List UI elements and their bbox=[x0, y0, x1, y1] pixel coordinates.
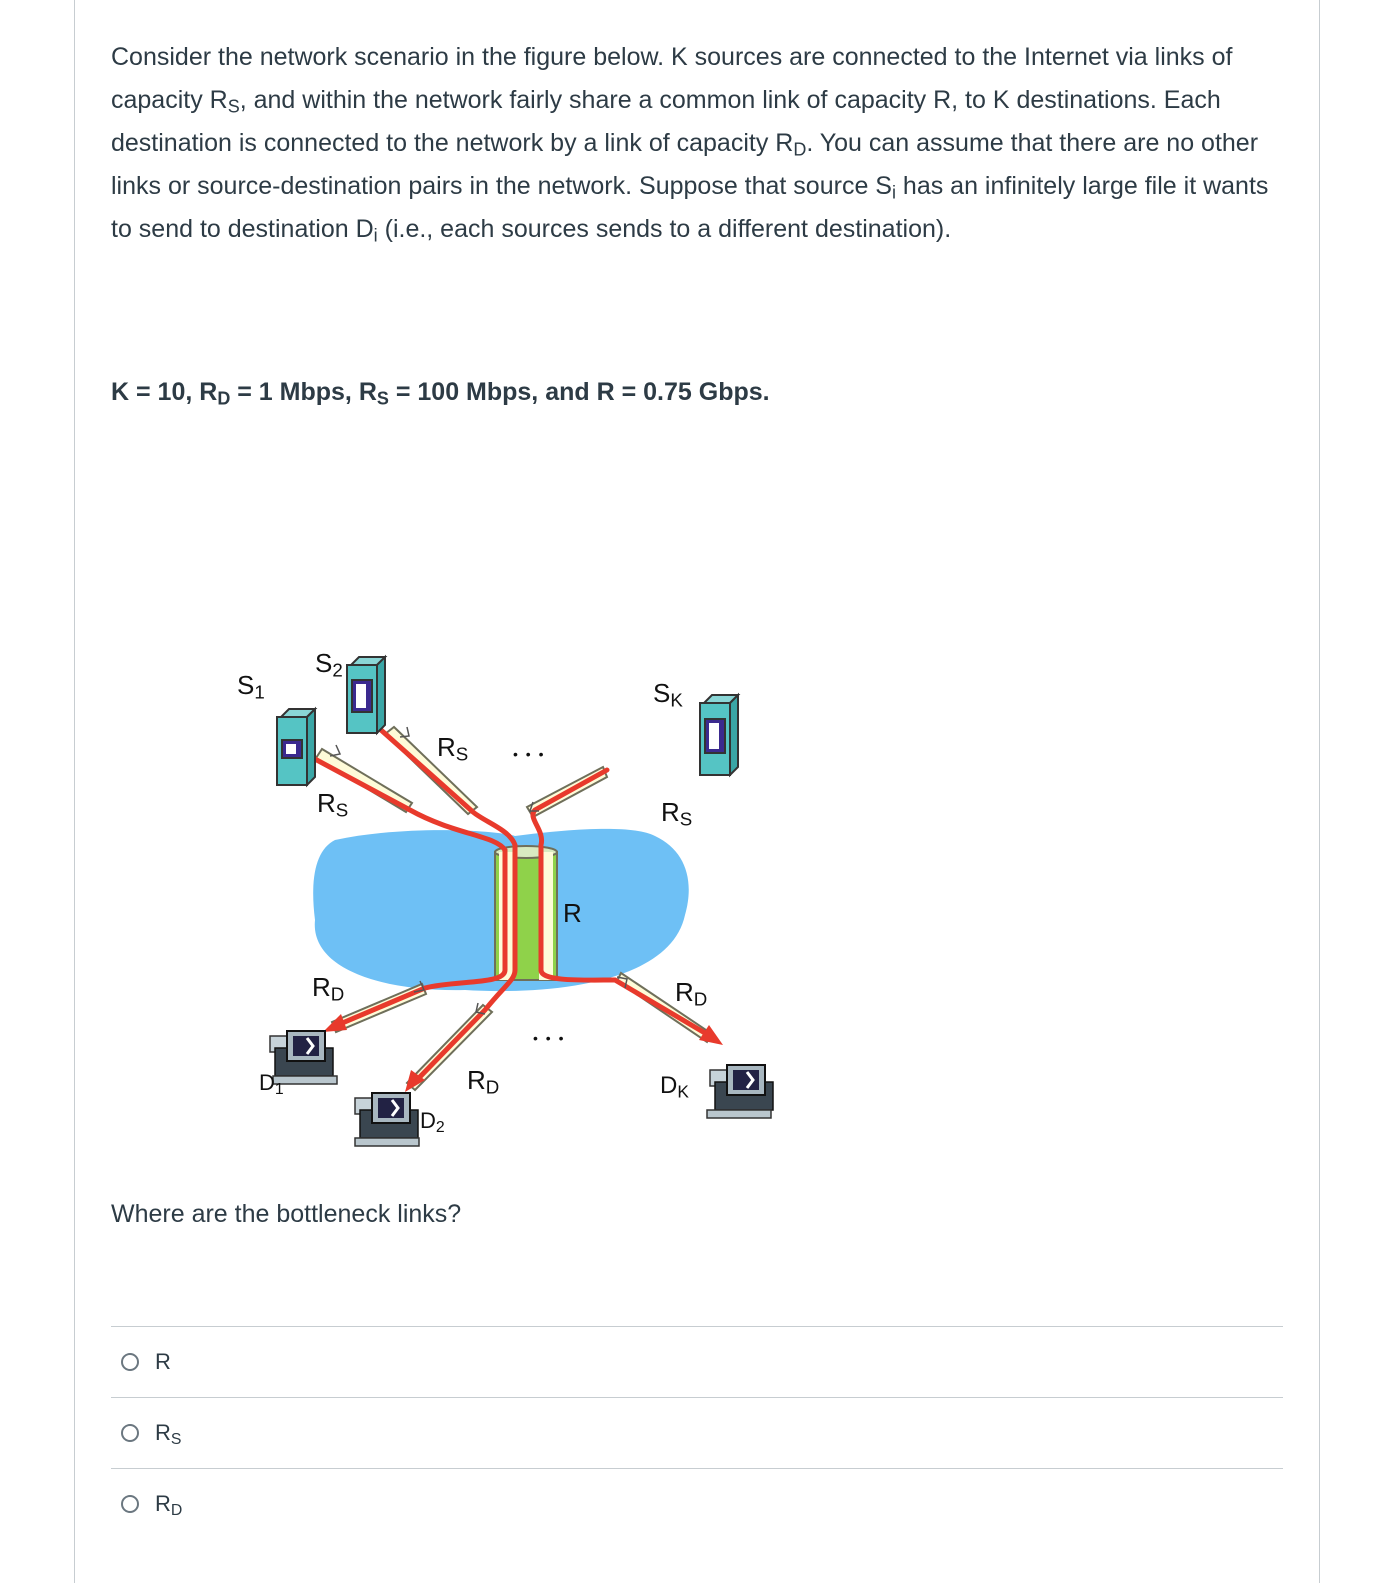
label-rs-s1: $R_S$ bbox=[317, 788, 349, 821]
server-s1 bbox=[277, 709, 315, 785]
radio-button[interactable] bbox=[121, 1353, 139, 1371]
question-text: Consider the network scenario in the figure below. K sources are connected to the Internet via links of capacity $R_S$, and within the network fairly share a common link of capacity R, to K destinations. Each destination is connected to the network by a link of capacity $R_D$. You can assume that there are no other links or source-destination pairs in the network. Suppose that source $S_i$ has an infinitely large file it wants to send to destination $D_i$ (i.e., each sources sends to a different destination). bbox=[111, 43, 1269, 246]
radio-button[interactable] bbox=[121, 1424, 139, 1442]
sources-ellipsis: • • • bbox=[513, 746, 546, 762]
prompt-text: Where are the bottleneck links? bbox=[111, 1200, 462, 1228]
answer-list bbox=[111, 1326, 1283, 1539]
question-card bbox=[74, 0, 1320, 1583]
computer-dk bbox=[707, 1065, 773, 1118]
server-s2 bbox=[347, 657, 385, 733]
label-sk: $S_K$ bbox=[653, 678, 683, 711]
answer-option-rs[interactable] bbox=[111, 1397, 1283, 1468]
answer-label: $R_D$ bbox=[155, 1491, 183, 1519]
network-diagram bbox=[215, 640, 815, 1180]
label-rd-d1: $R_D$ bbox=[312, 972, 345, 1005]
answer-option-r[interactable] bbox=[111, 1326, 1283, 1397]
label-rd-d2: $R_D$ bbox=[467, 1065, 500, 1098]
radio-button[interactable] bbox=[121, 1495, 139, 1513]
network-diagram-graphic bbox=[215, 640, 815, 1180]
parameters-line: K = 10, $R_D = 1$ Mbps, $R_S = 100$ Mbps, and R = 0.75 Gbps. bbox=[111, 378, 770, 409]
answer-label: $R_S$ bbox=[155, 1420, 182, 1448]
answer-label: R bbox=[155, 1349, 171, 1374]
server-sk bbox=[700, 695, 738, 775]
label-s1: $S_1$ bbox=[237, 670, 265, 703]
label-d2: $D_2$ bbox=[420, 1108, 445, 1136]
label-r: R bbox=[563, 898, 582, 928]
computer-d2 bbox=[355, 1093, 419, 1146]
label-rs-sk: $R_S$ bbox=[661, 797, 693, 830]
answer-option-rd[interactable] bbox=[111, 1468, 1283, 1539]
label-d1: $D_1$ bbox=[259, 1070, 284, 1098]
label-dk: $D_K$ bbox=[660, 1072, 689, 1102]
destinations-ellipsis: • • • bbox=[533, 1030, 566, 1046]
label-rs-s2: $R_S$ bbox=[437, 732, 469, 765]
label-s2: $S_2$ bbox=[315, 648, 343, 681]
label-rd-dk: $R_D$ bbox=[675, 977, 708, 1010]
